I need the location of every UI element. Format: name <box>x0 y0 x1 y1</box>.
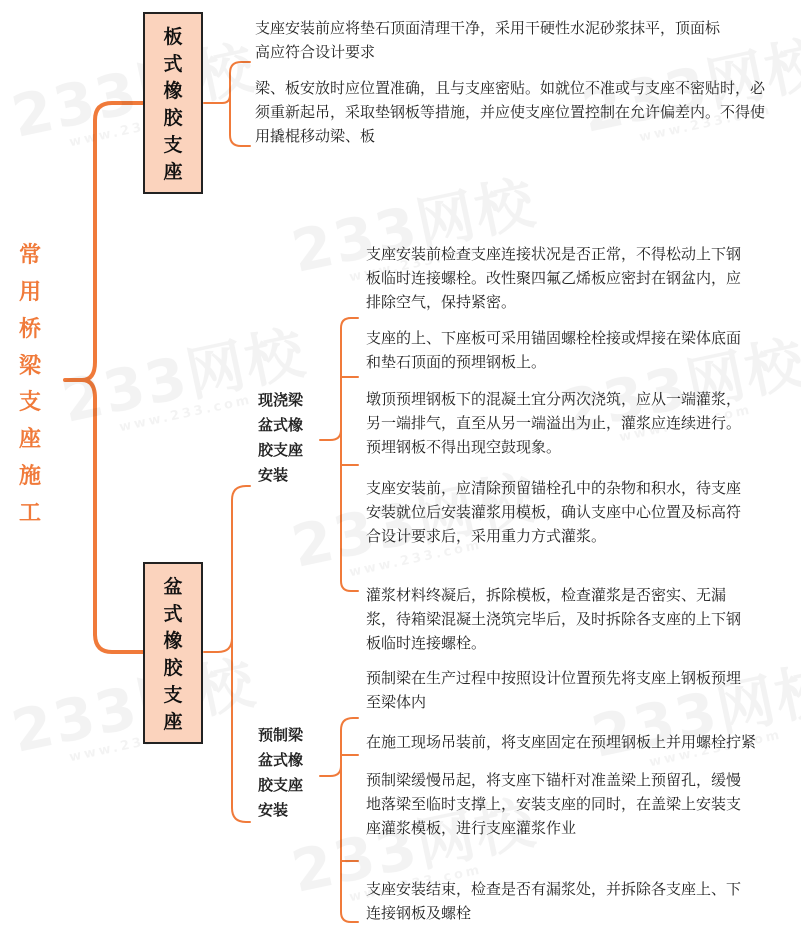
leaf-text: 支座安装前应将垫石顶面清理干净，采用干硬性水泥砂浆抹平，顶面标高应符合设计要求 <box>255 19 721 61</box>
leaf-text: 支座安装结束，检查是否有漏浆处，并拆除各支座上、下连接钢板及螺栓 <box>366 880 742 922</box>
leaf-text: 在施工现场吊装前，将支座固定在预埋钢板上并用螺栓拧紧 <box>366 733 757 751</box>
sub-branch-precast: 预制梁 盆式橡 胶支座 安装 <box>258 726 304 819</box>
sub-connector <box>341 377 358 465</box>
branch-connector <box>204 486 250 822</box>
sub-connector <box>320 718 358 922</box>
leaf-text: 预制梁在生产过程中按照设计位置预先将支座上钢板预埋至梁体内 <box>366 669 742 711</box>
sub-connector <box>341 755 358 861</box>
leaf-text: 墩顶预埋钢板下的混凝土宜分两次浇筑，应从一端灌浆，另一端排气，直至从另一端溢出为止，灌浆应连续进行。预埋钢板不得出现空鼓现象。 <box>366 390 742 456</box>
root-connector <box>65 103 143 652</box>
leaf-text: 支座安装前检查支座连接状况是否正常，不得松动上下钢板临时连接螺栓。改性聚四氟乙烯板应密封在钢盆内，应排除空气，保持紧密。 <box>366 245 742 311</box>
leaf-text: 灌浆材料终凝后，拆除模板，检查灌浆是否密实、无漏浆，待箱梁混凝土浇筑完毕后，及时拆除各支座的上下钢板临时连接螺栓。 <box>366 586 742 652</box>
sub-connector <box>320 318 358 591</box>
leaf-text: 梁、板安放时应位置准确，且与支座密贴。如就位不准或与支座不密贴时，必须重新起吊，采取垫钢板等措施，并应使支座位置控制在允许偏差内。不得使用撬棍移动梁、板 <box>255 79 766 145</box>
sub-branch-cast-in-place: 现浇梁 盆式橡 胶支座 安装 <box>258 391 304 484</box>
branch-plate-bearing: 板 式 橡 胶 支 座 <box>143 12 203 194</box>
leaf-text: 支座安装前，应清除预留锚栓孔中的杂物和积水，待支座安装就位后安装灌浆用模板，确认支座中心位置及标高符合设计要求后，采用重力方式灌浆。 <box>366 479 742 545</box>
branch-pot-bearing: 盆 式 橡 胶 支 座 <box>143 562 203 744</box>
root-title: 常 用 桥 梁 支 座 施 工 <box>18 243 41 526</box>
leaf-text: 预制梁缓慢吊起，将支座下锚杆对准盖梁上预留孔，缓慢地落梁至临时支撑上，安装支座的同时，在盖梁上安装支座灌浆模板，进行支座灌浆作业 <box>366 771 742 837</box>
branch-connector <box>204 62 250 146</box>
leaf-text: 支座的上、下座板可采用锚固螺栓栓接或焊接在梁体底面和垫石顶面的预埋钢板上。 <box>366 329 742 371</box>
